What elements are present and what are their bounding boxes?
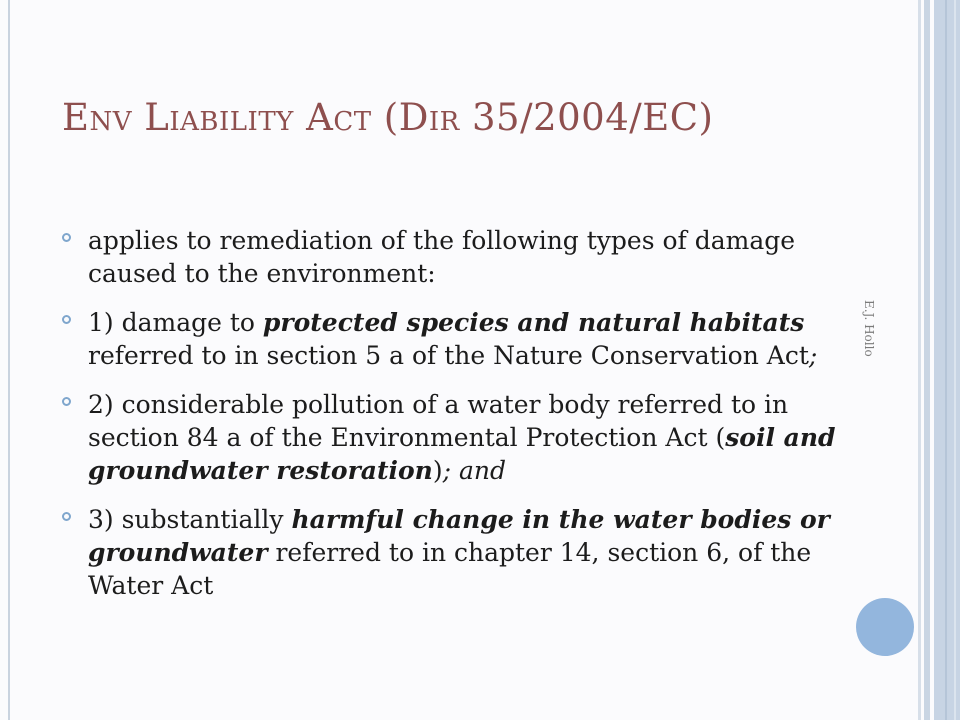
bullet-text [88,308,817,370]
bullet-list [62,224,852,618]
bullet-text-segment: ; [808,341,818,370]
bullet-circle-icon [62,512,71,521]
side-panel-line [954,0,956,720]
slide-title: Env Liability Act (Dir 35/2004/EC) [62,96,714,139]
left-border-line [8,0,10,720]
bullet-emphasis: protected species and natural habitats [262,308,805,337]
bullet-text-segment: ) [432,456,443,485]
bullet-item [62,388,852,487]
bullet-item [62,306,852,372]
side-panel-line [945,0,947,720]
bullet-text [88,226,795,288]
bullet-item [62,224,852,290]
bullet-emphasis: harmful change in the water bodies or groundwater [88,505,830,567]
bullet-text-segment: 1) damage to [88,308,263,337]
bullet-text-segment: referred to in chapter 14, section 6, of the Water Act [88,538,812,600]
bullet-circle-icon [62,315,71,324]
bullet-emphasis: soil and groundwater restoration [88,423,836,485]
bullet-text-segment: referred to in section 5 a of the Nature Conservation Act [88,341,809,370]
side-panel-strip [924,0,930,720]
decorative-circle [856,598,914,656]
side-panel-strip [918,0,921,720]
bullet-item [62,503,852,602]
bullet-circle-icon [62,233,71,242]
bullet-text-segment: applies to remediation of the following types of damage caused to the environment: [88,226,796,288]
bullet-circle-icon [62,397,71,406]
bullet-text-segment: 3) substantially [88,505,292,534]
side-panel [934,0,960,720]
bullet-text-segment: 2) considerable pollution of a water body referred to in section 84 a of the Environmental Protection Act ( [88,390,789,452]
bullet-text [88,505,830,600]
author-footer: E.J. Hollo [862,300,876,357]
bullet-text-segment: ; and [442,456,507,485]
bullet-text [88,390,836,485]
